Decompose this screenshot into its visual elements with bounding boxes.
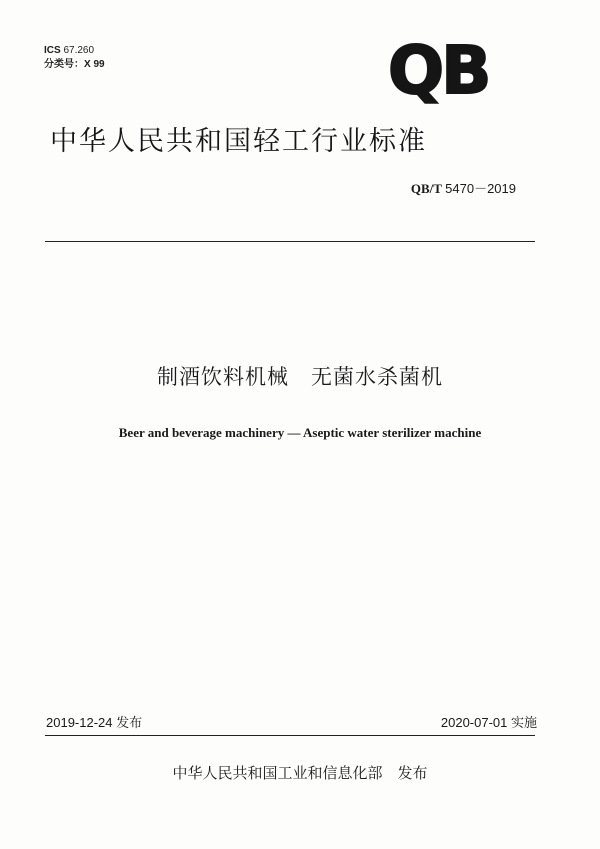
document-title-english: Beer and beverage machinery — Aseptic water sterilizer machine — [118, 425, 482, 440]
category-label: 分类号： — [44, 59, 84, 70]
qb-logo: QB — [388, 32, 489, 109]
category-value: X 99 — [84, 59, 105, 70]
classification-block — [44, 44, 105, 72]
implementation-date: 2020-07-01 实施 — [440, 715, 537, 730]
top-divider — [45, 241, 535, 242]
bottom-divider — [45, 735, 535, 736]
category-line — [44, 58, 105, 72]
issue-date: 2019-12-24 发布 — [46, 715, 143, 730]
ics-label: ICS — [44, 45, 61, 56]
ics-value: 67.260 — [63, 45, 95, 56]
standard-number-value: 5470－2019 — [445, 181, 516, 196]
org-title: 中华人民共和国轻工行业标准 — [50, 126, 427, 157]
publisher: 中华人民共和国工业和信息化部 发布 — [172, 764, 428, 782]
ics-line — [44, 44, 105, 58]
standard-number — [411, 178, 516, 197]
standard-code: QB/T — [410, 181, 442, 196]
document-title-chinese: 制酒饮料机械 无菌水杀菌机 — [157, 365, 443, 389]
